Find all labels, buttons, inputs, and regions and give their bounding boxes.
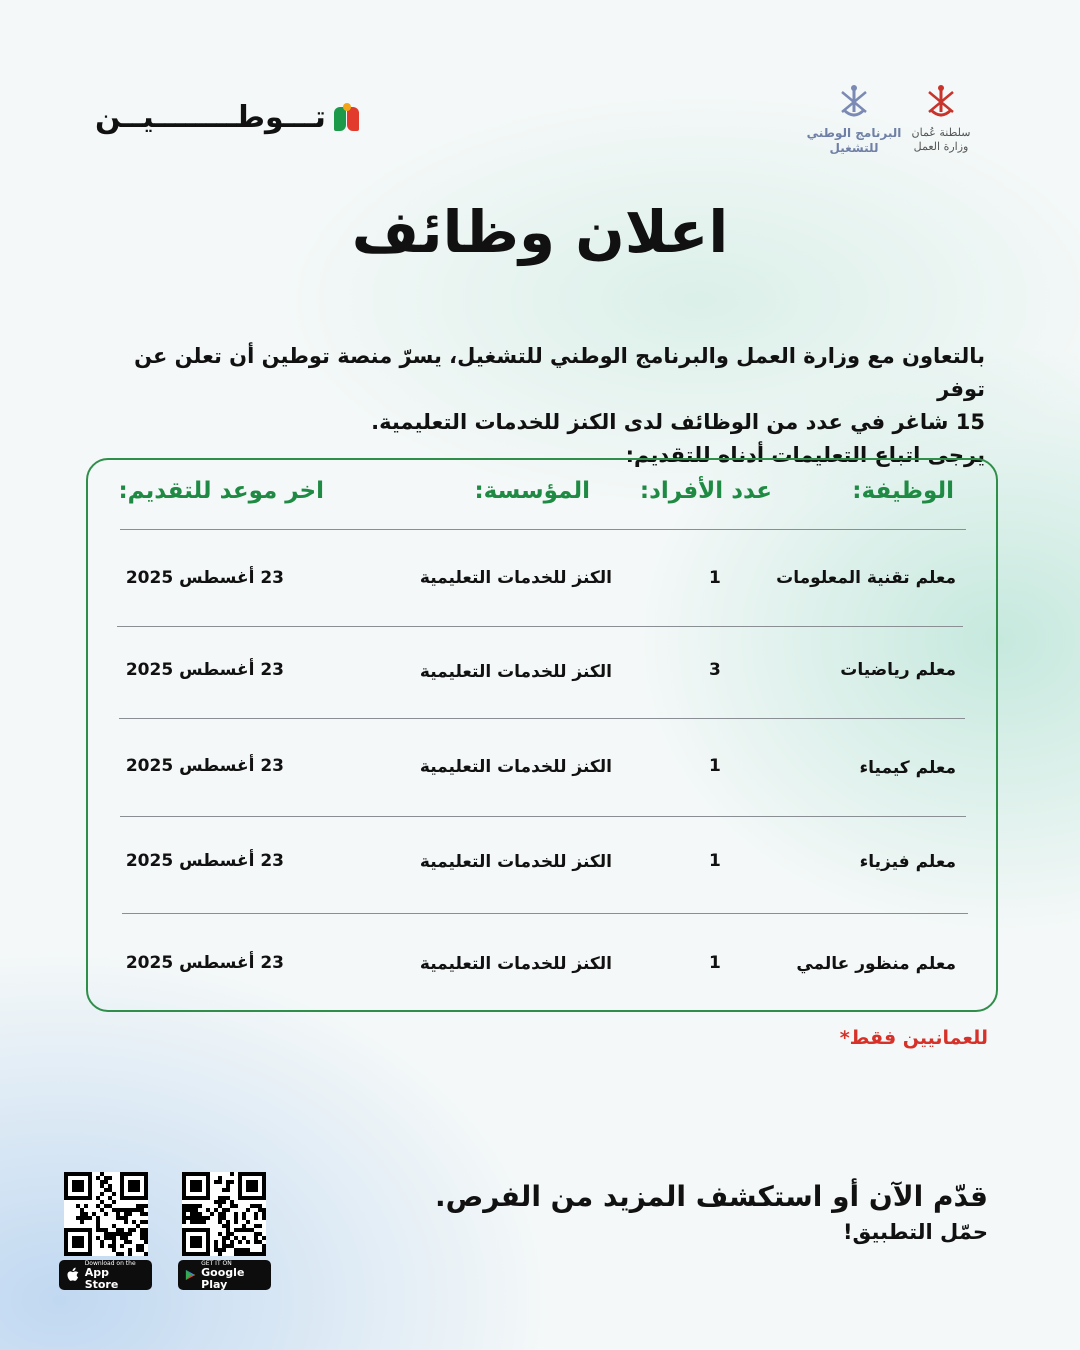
job-title-cell: معلم فيزياء [859, 852, 956, 872]
apple-icon [66, 1267, 80, 1283]
oman-emblem-icon [834, 82, 874, 122]
header-job: الوظيفة: [852, 478, 954, 504]
organization-cell: الكنز للخدمات التعليمية [419, 568, 612, 588]
tawteen-logo-icon [334, 103, 360, 133]
count-cell: 1 [709, 953, 721, 973]
page-title: اعلان وظائف [351, 198, 729, 266]
brand-name: تـــوطــــــــيــن [95, 100, 326, 135]
ministry-name-line1: سلطنة عُمان [911, 126, 971, 139]
intro-line-2: 15 شاغر في عدد من الوظائف لدى الكنز للخدمات التعليمية. [371, 410, 985, 434]
app-store-qr-code[interactable] [64, 1172, 148, 1256]
count-cell: 1 [709, 568, 721, 588]
app-store-small-text: Download on the [84, 1259, 136, 1267]
intro-line-3: يرجى اتباع التعليمات أدناه للتقديم: [625, 443, 985, 467]
header-deadline: اخر موعد للتقديم: [118, 478, 324, 504]
oman-emblem-icon [921, 82, 961, 122]
program-name-line1: البرنامج الوطني [806, 126, 902, 140]
google-play-small-text: GET IT ON [201, 1259, 232, 1267]
google-play-label: Google Play [201, 1265, 245, 1291]
jobs-table-card [86, 458, 998, 1012]
count-cell: 1 [709, 756, 721, 776]
app-store-badge[interactable] [59, 1260, 152, 1290]
program-name-line2: للتشغيل [829, 141, 879, 155]
tawteen-logo [95, 100, 360, 135]
organization-cell: الكنز للخدمات التعليمية [419, 662, 612, 682]
google-play-qr-code[interactable] [182, 1172, 266, 1256]
omanis-only-note: للعمانيين فقط* [839, 1027, 988, 1049]
count-cell: 3 [709, 660, 721, 680]
intro-paragraph [125, 340, 985, 472]
organization-cell: الكنز للخدمات التعليمية [419, 954, 612, 974]
row-divider [120, 529, 966, 530]
cta-download-app: حمّل التطبيق! [842, 1220, 988, 1244]
national-program-logo [806, 82, 902, 156]
app-store-label: App Store [84, 1265, 119, 1291]
organization-cell: الكنز للخدمات التعليمية [419, 757, 612, 777]
row-divider [120, 816, 966, 817]
header-organization: المؤسسة: [474, 478, 590, 504]
row-divider [119, 718, 965, 719]
play-icon [185, 1268, 196, 1282]
row-divider [117, 626, 963, 627]
count-cell: 1 [709, 851, 721, 871]
deadline-cell: 23 أغسطس 2025 [125, 660, 284, 680]
ministry-name-line2: وزارة العمل [913, 140, 969, 153]
job-title-cell: معلم كيمياء [859, 758, 956, 778]
intro-line-1: بالتعاون مع وزارة العمل والبرنامج الوطني للتشغيل، يسرّ منصة توطين أن تعلن عن توفر [134, 344, 985, 401]
deadline-cell: 23 أغسطس 2025 [125, 756, 284, 776]
google-play-badge[interactable] [178, 1260, 271, 1290]
job-title-cell: معلم رياضيات [840, 660, 956, 680]
job-title-cell: معلم منظور عالمي [796, 954, 956, 974]
job-title-cell: معلم تقنية المعلومات [776, 568, 956, 588]
row-divider [122, 913, 968, 914]
organization-cell: الكنز للخدمات التعليمية [419, 852, 612, 872]
deadline-cell: 23 أغسطس 2025 [125, 851, 284, 871]
deadline-cell: 23 أغسطس 2025 [125, 568, 284, 588]
header-count: عدد الأفراد: [639, 478, 772, 504]
cta-headline: قدّم الآن أو استكشف المزيد من الفرص. [434, 1180, 988, 1213]
ministry-of-labour-logo [906, 82, 976, 154]
deadline-cell: 23 أغسطس 2025 [125, 953, 284, 973]
